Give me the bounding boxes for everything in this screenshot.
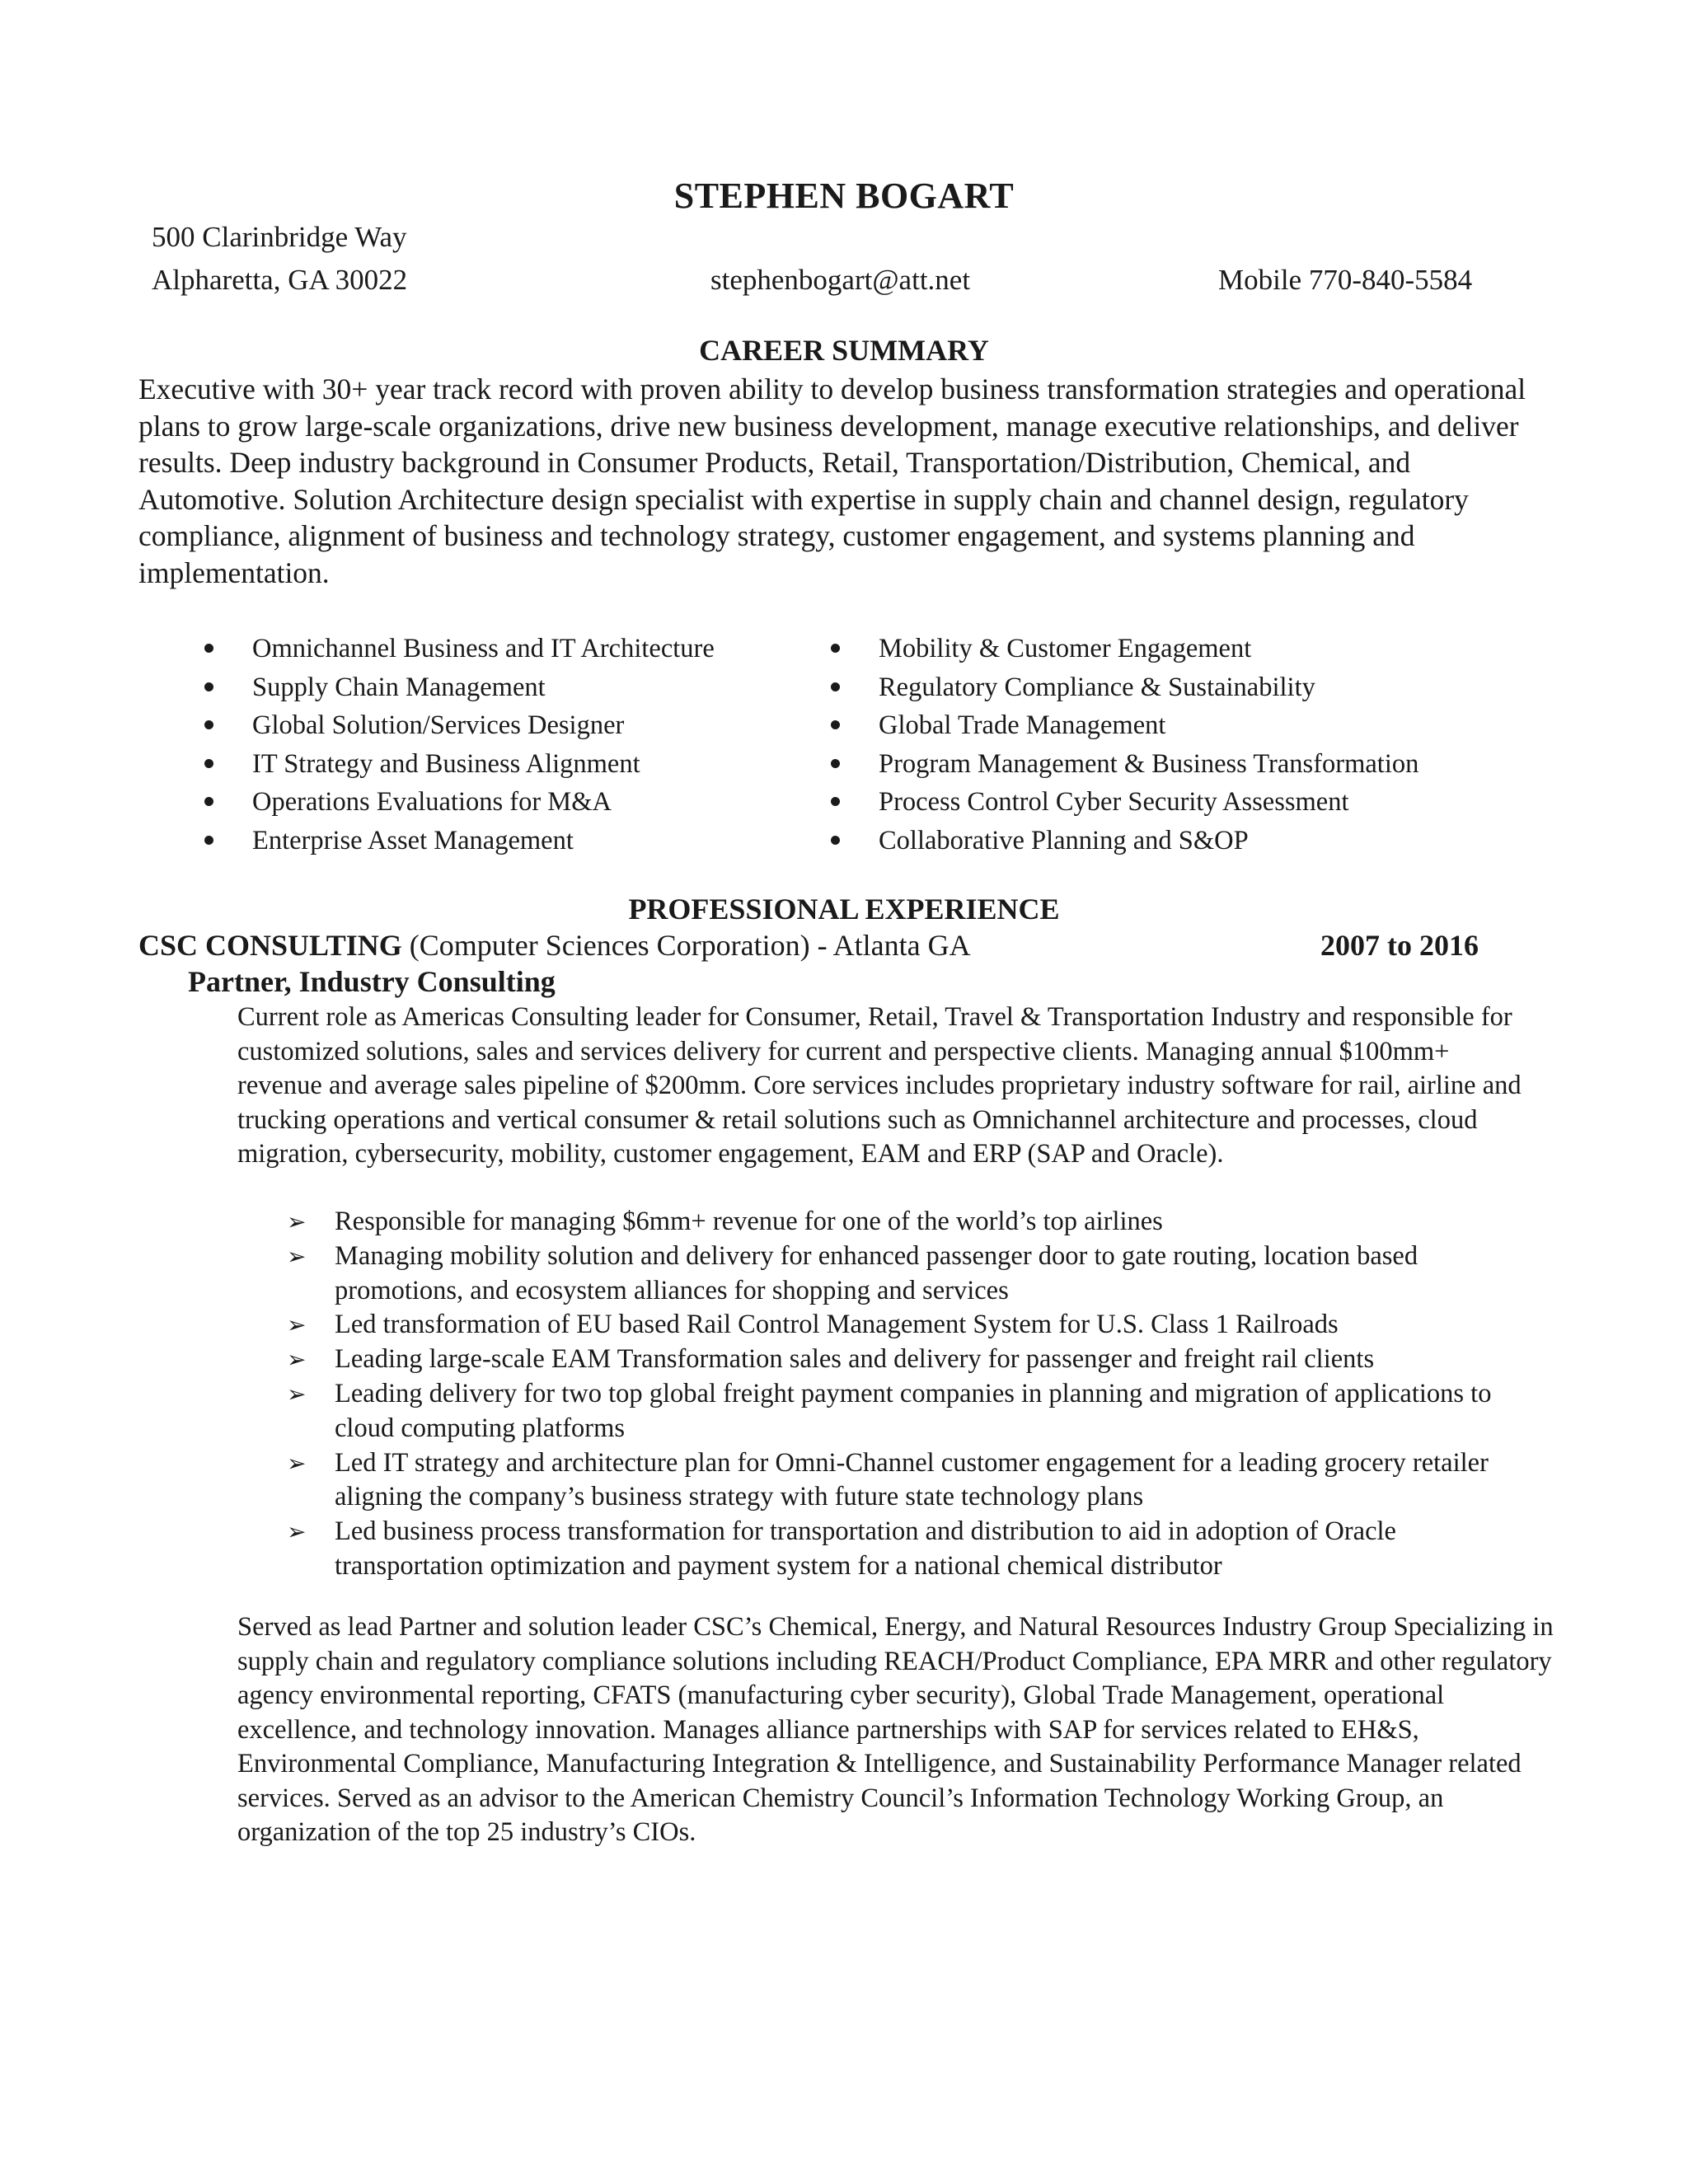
professional-experience-heading: PROFESSIONAL EXPERIENCE — [628, 893, 1060, 926]
role-paragraph-2: Served as lead Partner and solution leader CSC’s Chemical, Energy, and Natural Resources Industry Group Specializing in supply chain and regulatory compliance solutions including REACH/Product Compliance, EPA MRR and other regulatory agency environmental reporting, CFATS (manufacturing cyber security), Global Trade Management, operational excellence, and technology innovation. Manages alliance partnerships with SAP for services related to EH&S, Environmental Compliance, Manufacturing Integration & Intelligence, and Sustainability Performance Manager related services. Served as an advisor to the American Chemistry Council’s Information Technology Working Group, an organization of the top 25 industry’s CIOs. — [237, 1612, 1554, 1847]
candidate-name: STEPHEN BOGART — [673, 176, 1015, 216]
skill-item — [831, 783, 1573, 822]
arrow-bullet-icon: ➢ — [287, 1449, 307, 1477]
achievement-item — [287, 1240, 1540, 1309]
achievement-item — [287, 1343, 1540, 1377]
company-name: CSC CONSULTING — [138, 929, 402, 962]
skill-item — [204, 745, 798, 784]
skill-label: Omnichannel Business and IT Architecture — [252, 634, 715, 663]
role-description: Current role as Americas Consulting leader for Consumer, Retail, Travel & Transportation Industry and responsible for customized solutions, sales and services delivery for current and perspective clients. Managing annual $100mm+ revenue and average sales pipeline of $200mm. Core services includes proprietary industry software for rail, airline and trucking operations and vertical consumer & retail solutions such as Omnichannel architecture and processes, cloud migration, cybersecurity, mobility, customer engagement, EAM and ERP (SAP and Oracle). — [237, 1002, 1522, 1169]
skill-item — [831, 745, 1573, 784]
achievement-text: Responsible for managing $6mm+ revenue for one of the world’s top airlines — [335, 1207, 1163, 1236]
arrow-bullet-icon: ➢ — [287, 1311, 307, 1339]
career-summary-heading: CAREER SUMMARY — [699, 334, 989, 367]
arrow-bullet-icon: ➢ — [287, 1346, 307, 1374]
address-line-2: Alpharetta, GA 30022 — [152, 264, 408, 296]
skill-item — [831, 706, 1573, 745]
achievement-text: Led business process transformation for transportation and distribution to aid in adoption of Oracle transportation optimization and payment system for a national chemical distributor — [335, 1516, 1396, 1581]
bullet-dot-icon — [831, 682, 840, 691]
employment-dates: 2007 to 2016 — [1320, 929, 1479, 962]
skill-item — [831, 668, 1573, 707]
skill-label: Operations Evaluations for M&A — [252, 787, 612, 817]
job-title: Partner, Industry Consulting — [188, 965, 556, 998]
skill-item — [204, 630, 798, 668]
skill-label: Global Solution/Services Designer — [252, 710, 625, 740]
skill-label: Supply Chain Management — [252, 672, 546, 702]
achievement-item — [287, 1446, 1540, 1516]
bullet-dot-icon — [204, 644, 213, 653]
skill-label: Process Control Cyber Security Assessment — [879, 787, 1349, 817]
bullet-dot-icon — [204, 682, 213, 691]
bullet-dot-icon — [204, 720, 213, 729]
achievement-item — [287, 1308, 1540, 1343]
skill-label: Global Trade Management — [879, 710, 1166, 740]
achievement-text: Led IT strategy and architecture plan for Omni-Channel customer engagement for a leading grocery retailer aligning the company’s business strategy with future state technology plans — [335, 1447, 1489, 1512]
achievement-text: Led transformation of EU based Rail Control Management System for U.S. Class 1 Railroads — [335, 1310, 1339, 1340]
skill-item — [204, 706, 798, 745]
achievement-item — [287, 1205, 1540, 1240]
achievement-item — [287, 1377, 1540, 1446]
arrow-bullet-icon: ➢ — [287, 1380, 307, 1408]
skill-label: IT Strategy and Business Alignment — [252, 748, 640, 779]
skill-item — [831, 822, 1573, 860]
skill-label: Regulatory Compliance & Sustainability — [879, 672, 1315, 702]
skill-label: Mobility & Customer Engagement — [879, 634, 1252, 663]
bullet-dot-icon — [204, 836, 213, 845]
bullet-dot-icon — [204, 759, 213, 768]
skill-label: Collaborative Planning and S&OP — [879, 825, 1249, 855]
skill-label: Enterprise Asset Management — [252, 825, 574, 855]
mobile-number: Mobile 770-840-5584 — [1218, 264, 1473, 296]
bullet-dot-icon — [831, 759, 840, 768]
bullet-dot-icon — [831, 797, 840, 806]
company-line — [138, 928, 971, 963]
arrow-bullet-icon: ➢ — [287, 1518, 307, 1546]
company-detail: (Computer Sciences Corporation) - Atlanta GA — [401, 929, 971, 962]
skill-item — [204, 783, 798, 822]
bullet-dot-icon — [204, 797, 213, 806]
skills-list-left — [204, 630, 798, 860]
bullet-dot-icon — [831, 644, 840, 653]
address-line-1: 500 Clarinbridge Way — [152, 221, 407, 253]
achievement-text: Leading delivery for two top global freight payment companies in planning and migration of applications to cloud computing platforms — [335, 1378, 1492, 1443]
achievement-item — [287, 1515, 1540, 1584]
email-address: stephenbogart@att.net — [710, 264, 971, 296]
skills-list-right — [831, 630, 1573, 860]
bullet-dot-icon — [831, 836, 840, 845]
skill-label: Program Management & Business Transformation — [879, 748, 1419, 779]
achievements-list — [287, 1205, 1540, 1584]
achievement-text: Leading large-scale EAM Transformation sales and delivery for passenger and freight rail clients — [335, 1344, 1375, 1375]
career-summary-text: Executive with 30+ year track record with proven ability to develop business transformation strategies and operational plans to grow large-scale organizations, drive new business development, manage executive relationships, and deliver results. Deep industry background in Consumer Products, Retail, Transportation/Distribution, Chemical, and Automotive. Solution Architecture design specialist with expertise in supply chain and channel design, regulatory compliance, alignment of business and technology strategy, customer engagement, and systems planning and implementation. — [138, 373, 1526, 589]
arrow-bullet-icon: ➢ — [287, 1242, 307, 1270]
skill-item — [204, 668, 798, 707]
achievement-text: Managing mobility solution and delivery for enhanced passenger door to gate routing, location based promotions, and ecosystem alliances for shopping and services — [335, 1240, 1418, 1305]
skill-item — [204, 822, 798, 860]
arrow-bullet-icon: ➢ — [287, 1208, 307, 1235]
bullet-dot-icon — [831, 720, 840, 729]
skill-item — [831, 630, 1573, 668]
